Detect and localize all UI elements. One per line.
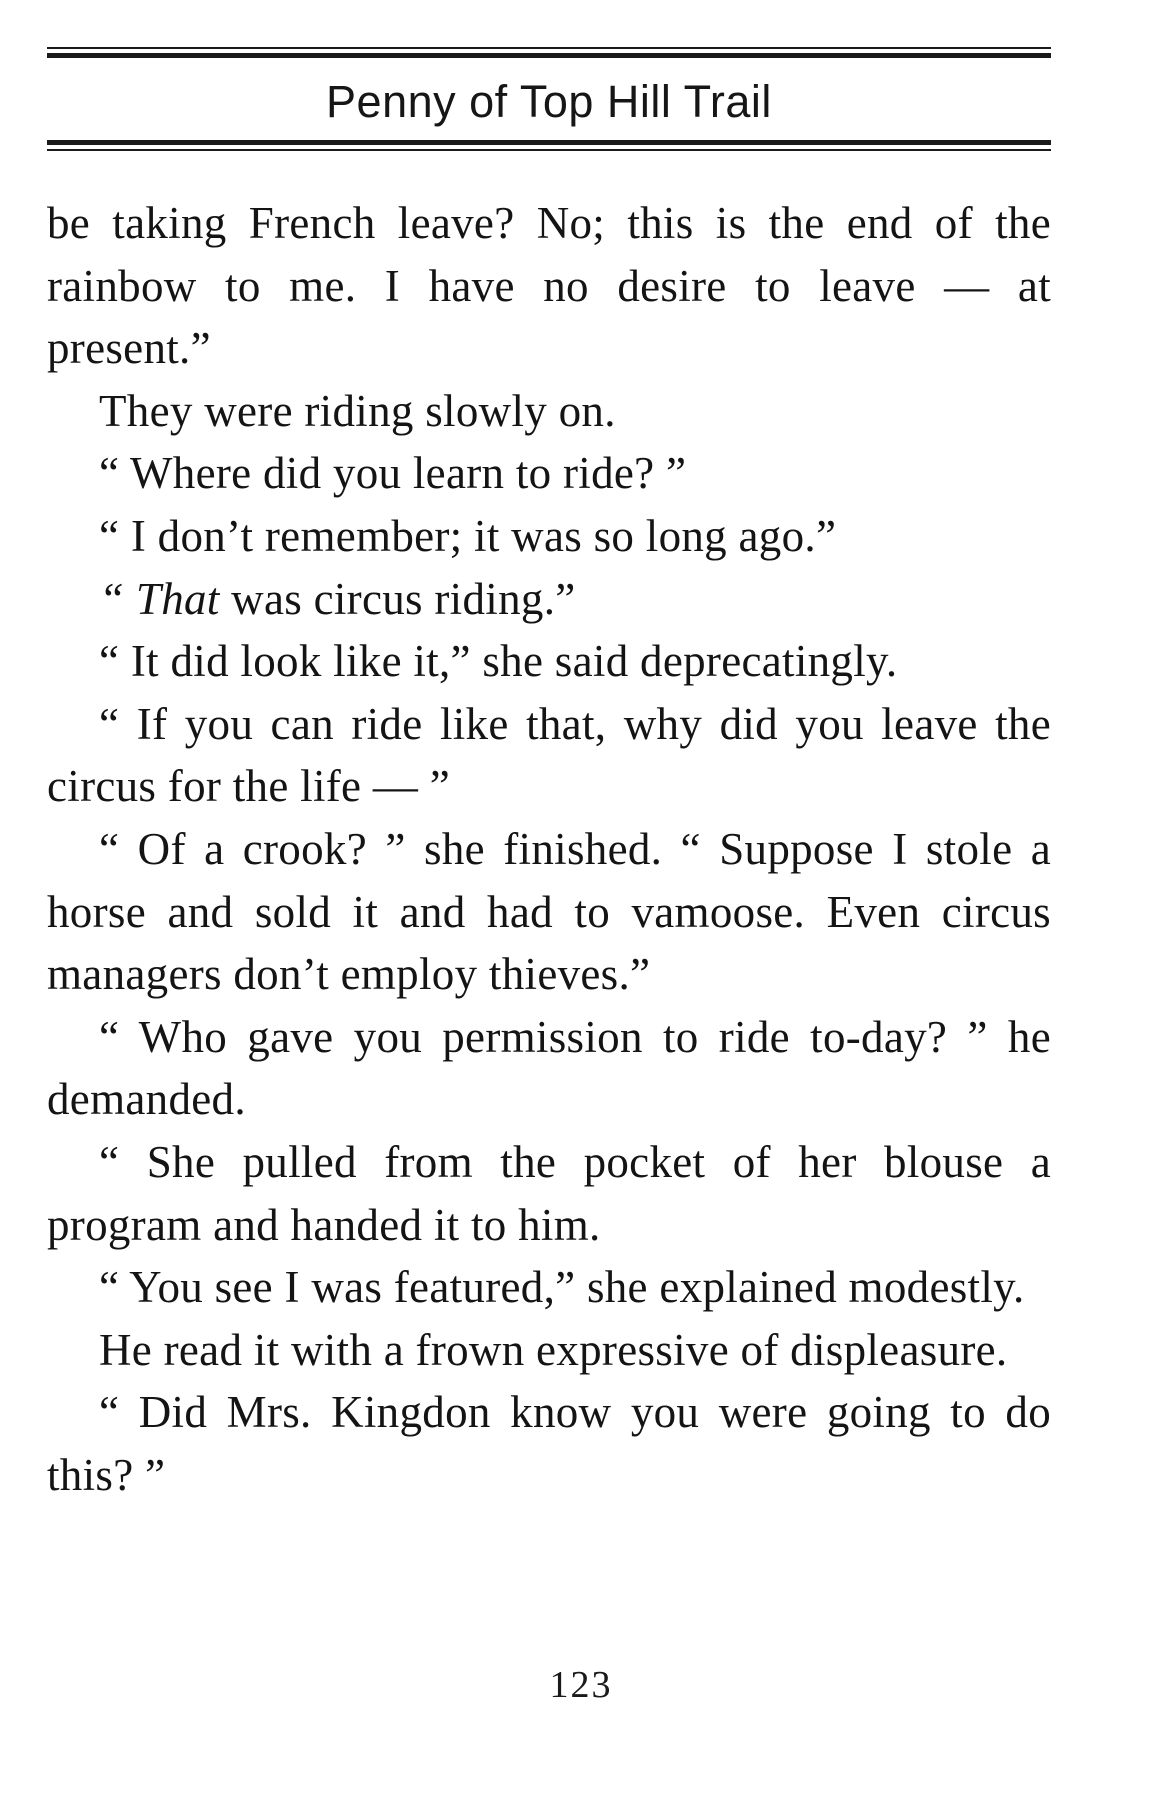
paragraph-1: be taking French leave? No; this is the end of the rainbow to me. I have no desire to leave — at present.” [47,198,1051,374]
paragraph-5-rest: was circus riding.” [231,573,576,624]
paragraph-3: “ Where did you learn to ride? ” [99,448,687,499]
page-number: 123 [549,1664,613,1706]
paragraph-4: “ I don’t remember; it was so long ago.” [99,510,837,561]
paragraph-7: “ If you can ride like that, why did you leave the circus for the life — ” [47,698,1051,812]
paragraph-9: “ Who gave you permission to ride to-day? ” he demanded. [47,1011,1051,1125]
paragraph-5 [47,568,1051,631]
header-rule-top [47,47,1051,58]
running-title: Penny of Top Hill Trail [326,76,772,127]
paragraph-2: They were riding slowly on. [99,385,616,436]
paragraph-6: “ It did look like it,” she said deprecatingly. [99,636,898,687]
paragraph-13: “ Did Mrs. Kingdon know you were going to do this? ” [47,1387,1051,1500]
paragraph-12: He read it with a frown expressive of displeasure. [99,1324,1008,1375]
italic-that: “ That [99,573,220,624]
paragraph-8: “ Of a crook? ” she finished. “ Suppose I stole a horse and sold it and had to vamoose. Even circus managers don’t employ thieves.” [47,823,1051,1000]
paragraph-11: “ You see I was featured,” she explained modestly. [99,1262,1025,1313]
header-rule-bottom [47,140,1051,151]
paragraph-10: “ She pulled from the pocket of her blouse a program and handed it to him. [47,1136,1051,1250]
body-text [47,192,1051,1506]
